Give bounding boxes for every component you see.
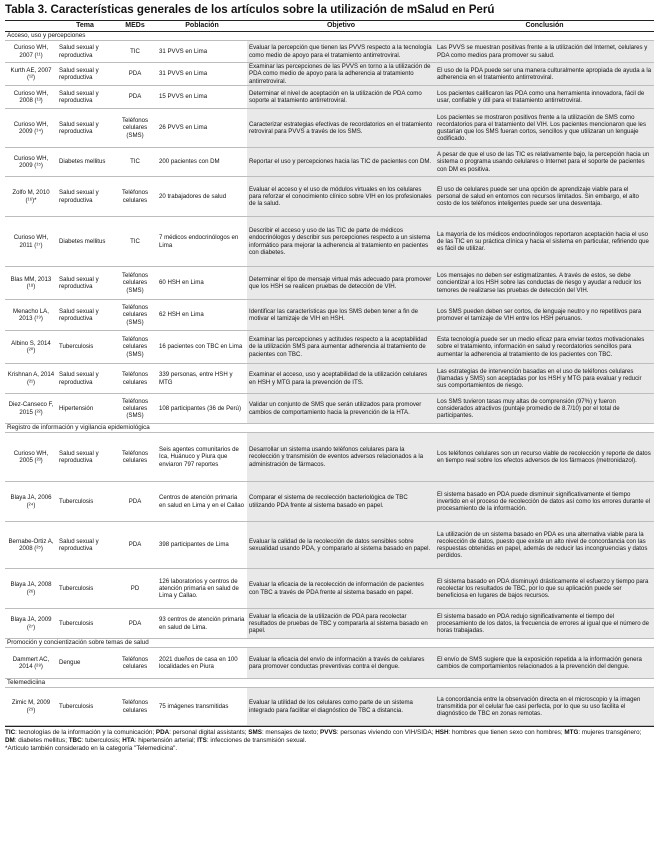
abbreviation-term: SMS bbox=[248, 729, 262, 736]
poblacion-cell: 108 participantes (36 de Perú) bbox=[157, 394, 247, 424]
meds-cell: PDA bbox=[113, 609, 157, 639]
meds-cell: Teléfonos celulares (SMS) bbox=[113, 394, 157, 424]
author-cell: Curioso WH, 2005 (²³) bbox=[5, 433, 57, 482]
table-row bbox=[5, 331, 654, 364]
author-cell: Diez-Canseco F, 2015 (²²) bbox=[5, 394, 57, 424]
table-footnote bbox=[5, 729, 654, 753]
meds-cell: PDA bbox=[113, 86, 157, 109]
table-row bbox=[5, 569, 654, 609]
table-row bbox=[5, 609, 654, 639]
table-row bbox=[5, 300, 654, 331]
meds-cell: PDA bbox=[113, 482, 157, 522]
header-cell-ref bbox=[5, 21, 57, 32]
meds-cell: PDA bbox=[113, 522, 157, 569]
poblacion-cell: 31 PVVS en Lima bbox=[157, 41, 247, 63]
abbreviation-term: DM bbox=[5, 737, 15, 744]
abbreviations-note bbox=[5, 729, 641, 744]
conclusion-cell: El envío de SMS sugiere que la exposición repetida a la información genera cambios de comportamientos relacionados a la prevención del dengue. bbox=[435, 648, 654, 679]
table-row bbox=[5, 41, 654, 63]
tema-cell: Hipertensión bbox=[57, 394, 113, 424]
section-label: Promoción y concientización sobre temas de salud bbox=[5, 639, 654, 648]
tema-cell: Salud sexual y reproductiva bbox=[57, 267, 113, 300]
author-cell: Krishnan A, 2014 (²¹) bbox=[5, 364, 57, 394]
table-row bbox=[5, 688, 654, 726]
objetivo-cell: Reportar el uso y percepciones hacia las TIC de pacientes con DM. bbox=[247, 148, 435, 177]
section-label: Acceso, uso y percepciones bbox=[5, 32, 654, 41]
author-cell: Curioso WH, 2007 (¹¹) bbox=[5, 41, 57, 63]
author-cell: Menacho LA, 2013 (¹⁹) bbox=[5, 300, 57, 331]
conclusion-cell: El uso de celulares puede ser una opción de aprendizaje viable para el personal de salud en entornos con recursos limitados. Sin embargo, el alto costo de los teléfonos inteligentes puede ser una desventaja. bbox=[435, 177, 654, 217]
tema-cell: Diabetes mellitus bbox=[57, 148, 113, 177]
meds-cell: Teléfonos celulares (SMS) bbox=[113, 331, 157, 364]
author-cell: Zimic M, 2009 (²⁹) bbox=[5, 688, 57, 726]
objetivo-cell: Caracterizar estrategias efectivas de recordatorios en el tratamiento retroviral para PVVS a través de los SMS. bbox=[247, 109, 435, 148]
tema-cell: Tuberculosis bbox=[57, 688, 113, 726]
author-cell: Curioso WH, 2008 (¹³) bbox=[5, 86, 57, 109]
poblacion-cell: 398 participantes de Lima bbox=[157, 522, 247, 569]
author-cell: Bernabe-Ortiz A, 2008 (²⁵) bbox=[5, 522, 57, 569]
section-row bbox=[5, 32, 654, 41]
objetivo-cell: Identificar las características que los SMS deben tener a fin de motivar el tamizaje de VIH en HSH. bbox=[247, 300, 435, 331]
author-cell: Zolfo M, 2010 (¹⁶)* bbox=[5, 177, 57, 217]
tema-cell: Salud sexual y reproductiva bbox=[57, 41, 113, 63]
table-row bbox=[5, 364, 654, 394]
conclusion-cell: Las estrategias de intervención basadas en el uso de teléfonos celulares (llamadas y SMS) son aceptadas por los HSH y MTG para evaluar y reducir sus comportamientos de riesgo. bbox=[435, 364, 654, 394]
poblacion-cell: 2021 dueños de casa en 100 localidades en Piura bbox=[157, 648, 247, 679]
author-cell: Kurth AE, 2007 (¹²) bbox=[5, 63, 57, 86]
abbreviation-meaning: : infecciones de transmisión sexual. bbox=[206, 737, 307, 744]
table-title: Tabla 3. Características generales de los artículos sobre la utilización de mSalud en Perú bbox=[5, 3, 495, 16]
table-row bbox=[5, 177, 654, 217]
tema-cell: Dengue bbox=[57, 648, 113, 679]
section-label: Telemediciina bbox=[5, 679, 654, 688]
meds-cell: Teléfonos celulares (SMS) bbox=[113, 267, 157, 300]
conclusion-cell: La utilización de un sistema basado en PDA es una alternativa viable para la recolección de datos, puesto que existe un alto nivel de concordancia con las respuestas obtenidas en papel, además de reducir las incongruencias y datos perdidos. bbox=[435, 522, 654, 569]
author-cell: Blas MM, 2013 (¹⁸) bbox=[5, 267, 57, 300]
poblacion-cell: Centros de atención primaria en salud en Lima y en el Callao bbox=[157, 482, 247, 522]
table-row bbox=[5, 267, 654, 300]
poblacion-cell: 339 personas, entre HSH y MTG bbox=[157, 364, 247, 394]
meds-cell: PD bbox=[113, 569, 157, 609]
table-bottom-rule bbox=[5, 726, 654, 727]
table-row bbox=[5, 109, 654, 148]
tema-cell: Salud sexual y reproductiva bbox=[57, 522, 113, 569]
conclusion-cell: Los pacientes calificaron las PDA como una herramienta innovadora, fácil de usar, confiable y útil para el tratamiento antirretroviral. bbox=[435, 86, 654, 109]
abbreviation-meaning: : mensajes de texto; bbox=[261, 729, 321, 736]
conclusion-cell: La concordancia entre la observación directa en el microscopio y la imagen transmitida por el celular fue casi perfecta, por lo que su uso facilita el diagnóstico de TBC en zonas remotas. bbox=[435, 688, 654, 726]
tema-cell: Diabetes mellitus bbox=[57, 217, 113, 267]
conclusion-cell: Los SMS tuvieron tasas muy altas de comprensión (97%) y fueron considerados atractivos (puntaje promedio de 8.7/10) por el total de participantes. bbox=[435, 394, 654, 424]
conclusion-cell: El sistema basado en PDA disminuyó drásticamente el esfuerzo y tiempo para recolectar los resultados de TBC, por lo que su aplicación puede ser beneficiosa en lugares de bajos recursos. bbox=[435, 569, 654, 609]
tema-cell: Tuberculosis bbox=[57, 331, 113, 364]
author-cell: Blaya JA, 2009 (²⁷) bbox=[5, 609, 57, 639]
abbreviation-term: PVVS bbox=[320, 729, 337, 736]
poblacion-cell: 26 PVVS en Lima bbox=[157, 109, 247, 148]
author-cell: Albino S, 2014 (²⁰) bbox=[5, 331, 57, 364]
header-cell-objetivo: Objetivo bbox=[247, 21, 435, 32]
poblacion-cell: 16 pacientes con TBC en Lima bbox=[157, 331, 247, 364]
section-row bbox=[5, 639, 654, 648]
meds-cell: TIC bbox=[113, 41, 157, 63]
poblacion-cell: 20 trabajadores de salud bbox=[157, 177, 247, 217]
abbreviation-term: HSH bbox=[435, 729, 449, 736]
meds-cell: TIC bbox=[113, 217, 157, 267]
conclusion-cell: Los SMS pueden deben ser cortos, de lenguaje neutro y no repetitivos para promover el tamizaje de VIH entre los HSH peruanos. bbox=[435, 300, 654, 331]
objetivo-cell: Comparar el sistema de recolección bacteriológica de TBC utilizando PDA frente al sistema basado en papel. bbox=[247, 482, 435, 522]
table-row bbox=[5, 217, 654, 267]
author-cell: Dammert AC, 2014 (²⁸) bbox=[5, 648, 57, 679]
objetivo-cell: Examinar las percepciones de las PVVS en torno a la utilización de PDA como medio de apoyo para la adherencia al tratamiento antirretroviral. bbox=[247, 63, 435, 86]
objetivo-cell: Evaluar la calidad de la recolección de datos sensibles sobre sexualidad usando PDA, y compararlo al sistema basado en papel. bbox=[247, 522, 435, 569]
header-row bbox=[5, 21, 654, 32]
author-cell: Curioso WH, 2009 (¹⁴) bbox=[5, 109, 57, 148]
table-row bbox=[5, 148, 654, 177]
tema-cell: Salud sexual y reproductiva bbox=[57, 364, 113, 394]
tema-cell: Salud sexual y reproductiva bbox=[57, 86, 113, 109]
meds-cell: PDA bbox=[113, 63, 157, 86]
section-row bbox=[5, 679, 654, 688]
tema-cell: Salud sexual y reproductiva bbox=[57, 63, 113, 86]
abbreviation-meaning: : tuberculosis; bbox=[81, 737, 123, 744]
tema-cell: Tuberculosis bbox=[57, 569, 113, 609]
author-cell: Blaya JA, 2008 (²⁶) bbox=[5, 569, 57, 609]
author-cell: Curioso WH, 2009 (¹⁵) bbox=[5, 148, 57, 177]
abbreviation-meaning: : tecnologías de la información y la comunicación; bbox=[15, 729, 156, 736]
objetivo-cell: Evaluar el acceso y el uso de módulos virtuales en los celulares para reforzar el conocimiento clínico sobre VIH en los profesionales de la salud. bbox=[247, 177, 435, 217]
poblacion-cell: 7 médicos endocrinólogos en Lima bbox=[157, 217, 247, 267]
objetivo-cell: Evaluar la eficacia de la recolección de información de pacientes con TBC a través de PDA frente al sistema basado en papel. bbox=[247, 569, 435, 609]
meds-cell: Teléfonos celulares (SMS) bbox=[113, 109, 157, 148]
conclusion-cell: La mayoría de los médicos endocrinólogos reportaron aceptación hacia el uso de las TIC en su práctica clínica y hacia el sistema en particular, refiriendo que es fácil de utilizar. bbox=[435, 217, 654, 267]
conclusion-cell: Los teléfonos celulares son un recurso viable de recolección y reporte de datos en tiempo real sobre los efectos adversos de los fármacos (metronidazol). bbox=[435, 433, 654, 482]
abbreviation-meaning: : hipertensión arterial; bbox=[134, 737, 198, 744]
tema-cell: Tuberculosis bbox=[57, 482, 113, 522]
poblacion-cell: 31 PVVS en Lima bbox=[157, 63, 247, 86]
conclusion-cell: Los pacientes se mostraron positivos frente a la utilización de SMS como recordatorios para el tratamiento del VIH. Los pacientes mencionaron que les gustarían que los SMS fueran cortos, sencillos y que utilizaran un lenguaje codificado. bbox=[435, 109, 654, 148]
conclusion-cell: Los mensajes no deben ser estigmatizantes. A través de estos, se debe concientizar a los HSH sobre las conductas de riesgo y ayudar a reducir los temores de realizarse las pruebas de detección del VIH. bbox=[435, 267, 654, 300]
abbreviation-meaning: : mujeres transgénero; bbox=[578, 729, 642, 736]
objetivo-cell: Validar un conjunto de SMS que serán utilizados para promover cambios de comportamiento hacia la prevención de la HTA. bbox=[247, 394, 435, 424]
meds-cell: Teléfonos celulares bbox=[113, 648, 157, 679]
poblacion-cell: 62 HSH en Lima bbox=[157, 300, 247, 331]
objetivo-cell: Evaluar la eficacia de la utilización de PDA para recolectar resultados de pruebas de TBC y compararla al sistema basado en papel. bbox=[247, 609, 435, 639]
objetivo-cell: Determinar el nivel de aceptación en la utilización de PDA como soporte al tratamiento antirretroviral. bbox=[247, 86, 435, 109]
objetivo-cell: Evaluar la eficacia del envío de información a través de celulares para promover conductas preventivas contra el dengue. bbox=[247, 648, 435, 679]
abbreviation-term: TIC bbox=[5, 729, 16, 736]
author-cell: Curioso WH, 2011 (¹⁷) bbox=[5, 217, 57, 267]
poblacion-cell: 200 pacientes con DM bbox=[157, 148, 247, 177]
objetivo-cell: Describir el acceso y uso de las TIC de parte de médicos endocrinólogos y describir sus percepciones respecto a un sistema informático para mejorar la adherencia al tratamiento en pacientes con diabetes. bbox=[247, 217, 435, 267]
abbreviation-meaning: : personas viviendo con VIH/SIDA; bbox=[336, 729, 436, 736]
meds-cell: Teléfonos celulares (SMS) bbox=[113, 300, 157, 331]
header-cell-poblacion: Población bbox=[157, 21, 247, 32]
abbreviation-term: PDA bbox=[155, 729, 170, 736]
conclusion-cell: Las PVVS se muestran positivas frente a la utilización del Internet, celulares y PDA como medios para promover su salud. bbox=[435, 41, 654, 63]
objetivo-cell: Evaluar la percepción que tienen las PVVS respecto a la tecnología como medio de apoyo para el tratamiento antirretroviral. bbox=[247, 41, 435, 63]
table-row bbox=[5, 86, 654, 109]
table-row bbox=[5, 648, 654, 679]
abbreviation-meaning: : personal digital assistants; bbox=[169, 729, 249, 736]
poblacion-cell: 75 imágenes transmitidas bbox=[157, 688, 247, 726]
poblacion-cell: 15 PVVS en Lima bbox=[157, 86, 247, 109]
objetivo-cell: Desarrollar un sistema usando teléfonos celulares para la recolección y transmisión de eventos adversos relacionados a la administración de fármacos. bbox=[247, 433, 435, 482]
poblacion-cell: 93 centros de atención primaria en salud de Lima. bbox=[157, 609, 247, 639]
objetivo-cell: Examinar el acceso, uso y aceptabilidad de la utilización celulares en HSH y MTG para la prevención de ITS. bbox=[247, 364, 435, 394]
conclusion-cell: El sistema basado en PDA redujo significativamente el tiempo del procesamiento de los datos, la frecuencia de errores al igual que el número de horas trabajadas. bbox=[435, 609, 654, 639]
meds-cell: TIC bbox=[113, 148, 157, 177]
table-row bbox=[5, 63, 654, 86]
star-note: *Artículo también considerado en la categoría "Telemedicina". bbox=[5, 745, 178, 752]
meds-cell: Teléfonos celulares bbox=[113, 364, 157, 394]
conclusion-cell: El sistema basado en PDA puede disminuir significativamente el tiempo invertido en el proceso de recolección de datos así como los errores durante el procesamiento de la información. bbox=[435, 482, 654, 522]
table-row bbox=[5, 433, 654, 482]
poblacion-cell: Seis agentes comunitarios de Ica, Huánuco y Piura que enviaron 797 reportes bbox=[157, 433, 247, 482]
abbreviation-term: MTG bbox=[564, 729, 579, 736]
objetivo-cell: Examinar las percepciones y actitudes respecto a la aceptabilidad de la utilización SMS para aumentar adherencia al tratamiento de pacientes con TBC. bbox=[247, 331, 435, 364]
conclusion-cell: A pesar de que el uso de las TIC es relativamente bajo, la percepción hacia un sistema o programa usando celulares o Internet para el soporte de pacientes con DM es positiva. bbox=[435, 148, 654, 177]
header-cell-tema: Tema bbox=[57, 21, 113, 32]
poblacion-cell: 126 laboratorios y centros de atención primaria en salud de Lima y Callao. bbox=[157, 569, 247, 609]
meds-cell: Teléfonos celulares bbox=[113, 688, 157, 726]
section-label: Registro de información y vigilancia epidemiológica bbox=[5, 424, 654, 433]
abbreviation-term: TBC bbox=[68, 737, 82, 744]
conclusion-cell: Esta tecnología puede ser un medio eficaz para enviar textos motivacionales sobre el tratamiento, información en salud y recordatorios sencillos para aumentar la adherencia al tratamiento de los pacientes con TBC. bbox=[435, 331, 654, 364]
header-cell-conclusion: Conclusión bbox=[435, 21, 654, 32]
conclusion-cell: El uso de la PDA puede ser una manera culturalmente apropiada de ayuda a la adherencia en el tratamiento antirretroviral. bbox=[435, 63, 654, 86]
abbreviation-term: ITS bbox=[197, 737, 207, 744]
table-body bbox=[5, 32, 654, 726]
tema-cell: Salud sexual y reproductiva bbox=[57, 109, 113, 148]
abbreviation-term: HTA bbox=[122, 737, 135, 744]
tema-cell: Salud sexual y reproductiva bbox=[57, 433, 113, 482]
tema-cell: Salud sexual y reproductiva bbox=[57, 300, 113, 331]
table-row bbox=[5, 482, 654, 522]
objetivo-cell: Determinar el tipo de mensaje virtual más adecuado para promover que los HSH se realicen pruebas de detección de VIH. bbox=[247, 267, 435, 300]
header-cell-meds: MEDs bbox=[113, 21, 157, 32]
abbreviation-meaning: : diabetes mellitus; bbox=[14, 737, 69, 744]
tema-cell: Salud sexual y reproductiva bbox=[57, 177, 113, 217]
objetivo-cell: Evaluar la utilidad de los celulares como parte de un sistema integrado para facilitar el diagnóstico de TBC a distancia. bbox=[247, 688, 435, 726]
poblacion-cell: 60 HSH en Lima bbox=[157, 267, 247, 300]
meds-cell: Teléfonos celulares bbox=[113, 177, 157, 217]
author-cell: Blaya JA, 2006 (²⁴) bbox=[5, 482, 57, 522]
tema-cell: Tuberculosis bbox=[57, 609, 113, 639]
table-row bbox=[5, 394, 654, 424]
section-row bbox=[5, 424, 654, 433]
table-row bbox=[5, 522, 654, 569]
meds-cell: Teléfonos celulares bbox=[113, 433, 157, 482]
articles-table bbox=[5, 20, 654, 726]
abbreviation-meaning: : hombres que tienen sexo con hombres; bbox=[448, 729, 565, 736]
